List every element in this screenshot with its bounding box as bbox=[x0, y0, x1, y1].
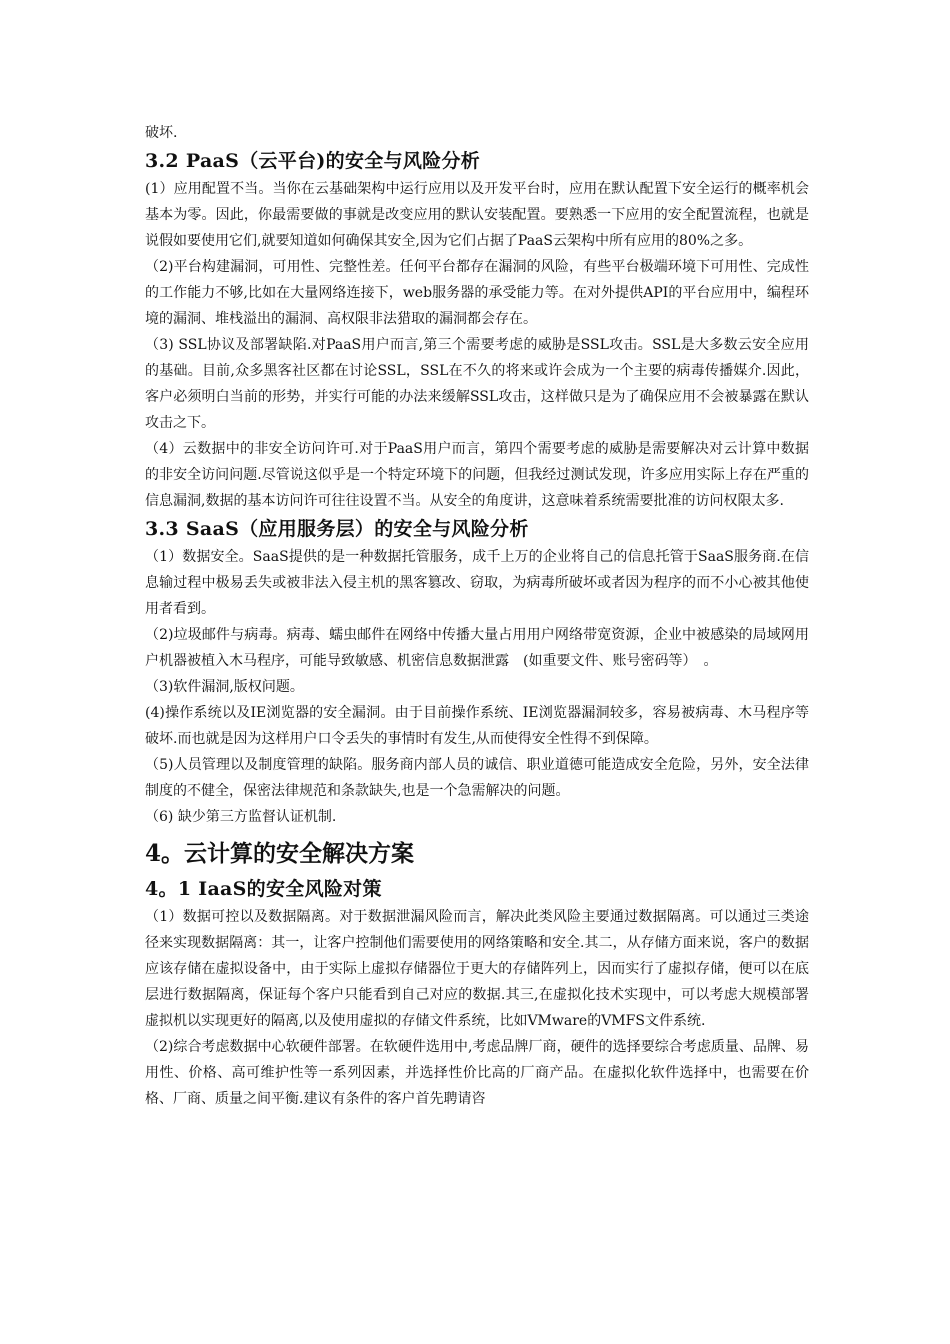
document-page bbox=[145, 120, 809, 1112]
chapter-heading-4: 4。云计算的安全解决方案 bbox=[145, 840, 415, 867]
paragraph-continuation: 破坏. bbox=[145, 125, 178, 141]
paragraph: （2)垃圾邮件与病毒。病毒、蠕虫邮件在网络中传播大量占用用户网络带宽资源，企业中被感染的局域网用户机器被植入木马程序，可能导致敏感、机密信息数据泄露 (如重要文件、账号密码等） 。 bbox=[145, 627, 809, 669]
section-heading-3-2: 3.2 PaaS（云平台)的安全与风险分析 bbox=[145, 150, 481, 172]
paragraph: （3) SSL协议及部署缺陷.对PaaS用户而言,第三个需要考虑的威胁是SSL攻击。SSL是大多数云安全应用的基础。目前,众多黑客社区都在讨论SSL，SSL在不久的将来或许会成为一个主要的病毒传播媒介.因此，客户必须明白当前的形势，并实行可能的办法来缓解SSL攻击，这样做只是为了确保应用不会被暴露在默认攻击之下。 bbox=[145, 337, 809, 431]
paragraph: (1）应用配置不当。当你在云基础架构中运行应用以及开发平台时，应用在默认配置下安全运行的概率机会基本为零。因此，你最需要做的事就是改变应用的默认安装配置。要熟悉一下应用的安全配置流程，也就是说假如要使用它们,就要知道如何确保其安全,因为它们占据了PaaS云架构中所有应用的80%之多。 bbox=[145, 181, 809, 249]
paragraph: （1）数据安全。SaaS提供的是一种数据托管服务，成千上万的企业将自己的信息托管于SaaS服务商.在信息输过程中极易丢失或被非法入侵主机的黑客篡改、窃取，为病毒所破坏或者因为程序的而不小心被其他使用者看到。 bbox=[145, 549, 809, 617]
paragraph: (4)操作系统以及IE浏览器的安全漏洞。由于目前操作系统、IE浏览器漏洞较多，容易被病毒、木马程序等破坏.而也就是因为这样用户口令丢失的事情时有发生,从而使得安全性得不到保障。 bbox=[145, 705, 809, 747]
paragraph: （3)软件漏洞,版权问题。 bbox=[145, 679, 304, 695]
paragraph: （2)综合考虑数据中心软硬件部署。在软硬件选用中,考虑品牌厂商，硬件的选择要综合考虑质量、品牌、易用性、价格、高可维护性等一系列因素，并选择性价比高的厂商产品。在虚拟化软件选择中，也需要在价格、厂商、质量之间平衡.建议有条件的客户首先聘请咨 bbox=[145, 1039, 809, 1107]
section-heading-4-1: 4。1 IaaS的安全风险对策 bbox=[145, 878, 382, 900]
paragraph: （6) 缺少第三方监督认证机制. bbox=[145, 809, 337, 825]
paragraph: （5)人员管理以及制度管理的缺陷。服务商内部人员的诚信、职业道德可能造成安全危险，另外，安全法律制度的不健全，保密法律规范和条款缺失,也是一个急需解决的问题。 bbox=[145, 757, 809, 799]
paragraph: （1）数据可控以及数据隔离。对于数据泄漏风险而言，解决此类风险主要通过数据隔离。可以通过三类途径来实现数据隔离：其一，让客户控制他们需要使用的网络策略和安全.其二，从存储方面来说，客户的数据应该存储在虚拟设备中，由于实际上虚拟存储器位于更大的存储阵列上，因而实行了虚拟存储，便可以在底层进行数据隔离，保证每个客户只能看到自己对应的数据.其三,在虚拟化技术实现中，可以考虑大规模部署虚拟机以实现更好的隔离,以及使用虚拟的存储文件系统，比如VMware的VMFS文件系统. bbox=[145, 909, 809, 1029]
paragraph: （4）云数据中的非安全访问许可.对于PaaS用户而言，第四个需要考虑的威胁是需要解决对云计算中数据的非安全访问问题.尽管说这似乎是一个特定环境下的问题，但我经过测试发现，许多应用实际上存在严重的信息漏洞,数据的基本访问许可往往设置不当。从安全的角度讲，这意味着系统需要批准的访问权限太多. bbox=[145, 441, 809, 509]
paragraph: （2)平台构建漏洞，可用性、完整性差。任何平台都存在漏洞的风险，有些平台极端环境下可用性、完成性的工作能力不够,比如在大量网络连接下，web服务器的承受能力等。在对外提供API的平台应用中，编程环境的漏洞、堆栈溢出的漏洞、高权限非法猎取的漏洞都会存在。 bbox=[145, 259, 809, 327]
section-heading-3-3: 3.3 SaaS（应用服务层）的安全与风险分析 bbox=[145, 518, 529, 540]
